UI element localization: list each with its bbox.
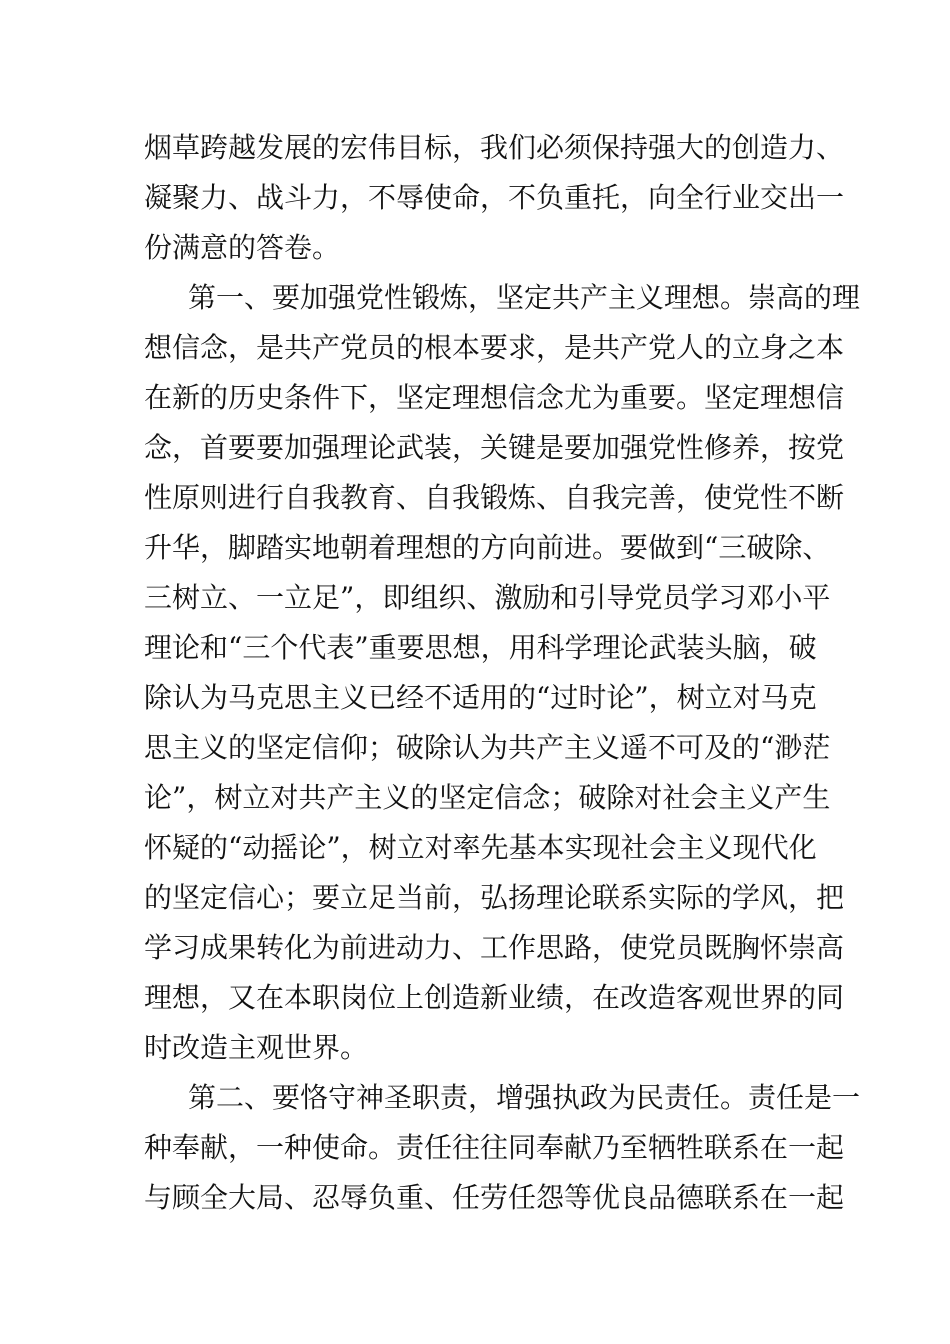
text-line: 时改造主观世界。 (144, 1031, 369, 1064)
paragraph-first-line: 第二、要恪守神圣职责，增强执政为民责任。责任是一 (188, 1081, 861, 1114)
text-line: 在新的历史条件下，坚定理想信念尤为重要。坚定理想信 (144, 381, 845, 414)
paragraph-first-line: 第一、要加强党性锻炼，坚定共产主义理想。崇高的理 (188, 281, 861, 314)
text-line: 种奉献，一种使命。责任往往同奉献乃至牺牲联系在一起 (144, 1131, 845, 1164)
text-line: 份满意的答卷。 (144, 231, 341, 264)
text-line: 论”，树立对共产主义的坚定信念；破除对社会主义产生 (144, 781, 831, 814)
text-line: 怀疑的“动摇论”，树立对率先基本实现社会主义现代化 (144, 831, 817, 864)
text-line: 理想，又在本职岗位上创造新业绩，在改造客观世界的同 (144, 981, 845, 1014)
text-line: 烟草跨越发展的宏伟目标，我们必须保持强大的创造力、 (144, 131, 845, 164)
text-line: 与顾全大局、忍辱负重、任劳任怨等优良品德联系在一起 (144, 1181, 845, 1214)
text-line: 念，首要要加强理论武装，关键是要加强党性修养，按党 (144, 431, 845, 464)
body-text (144, 123, 861, 1223)
text-line: 升华，脚踏实地朝着理想的方向前进。要做到“三破除、 (144, 531, 831, 564)
text-line: 思主义的坚定信仰；破除认为共产主义遥不可及的“渺茫 (144, 731, 831, 764)
text-line: 性原则进行自我教育、自我锻炼、自我完善，使党性不断 (144, 481, 845, 514)
text-line: 学习成果转化为前进动力、工作思路，使党员既胸怀崇高 (144, 931, 845, 964)
text-line: 凝聚力、战斗力，不辱使命，不负重托，向全行业交出一 (144, 181, 845, 214)
text-line: 的坚定信心；要立足当前，弘扬理论联系实际的学风，把 (144, 881, 845, 914)
text-line: 三树立、一立足”，即组织、激励和引导党员学习邓小平 (144, 581, 831, 614)
text-line: 想信念，是共产党员的根本要求，是共产党人的立身之本 (144, 331, 845, 364)
text-line: 除认为马克思主义已经不适用的“过时论”，树立对马克 (144, 681, 817, 714)
text-line: 理论和“三个代表”重要思想，用科学理论武装头脑，破 (144, 631, 817, 664)
